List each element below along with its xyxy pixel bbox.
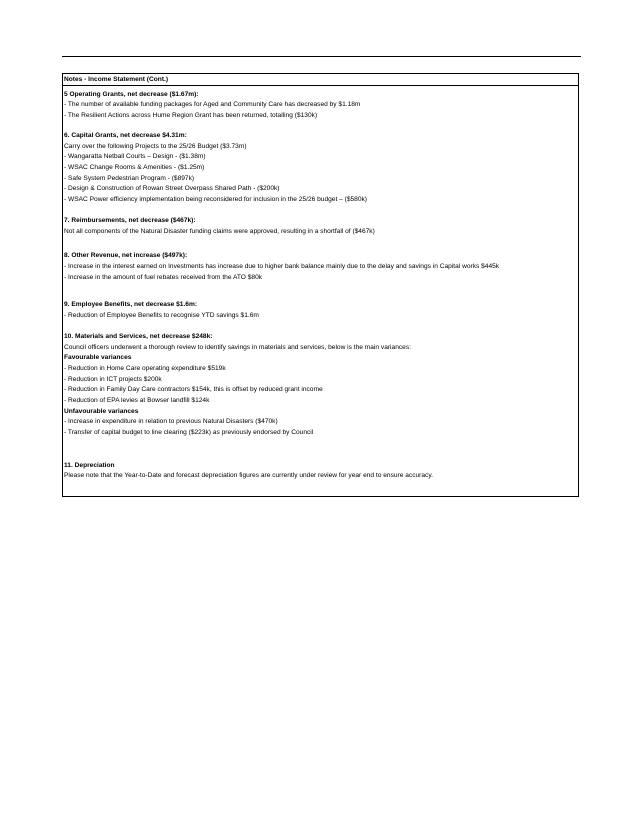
section-7-line: Not all components of the Natural Disaster funding claims were approved, resulting in a shortfall of ($467k) bbox=[64, 228, 375, 235]
notes-income-statement-box bbox=[62, 73, 579, 497]
unfavourable-variance-item: - Increase in expenditure in relation to previous Natural Disasters ($470k) bbox=[64, 418, 278, 425]
section-9-line: - Reduction of Employee Benefits to recognise YTD savings $1.6m bbox=[64, 312, 259, 319]
section-9-heading: 9. Employee Benefits, net decrease $1.6m: bbox=[64, 301, 198, 308]
section-8-line: - Increase in the interest earned on Investments has increase due to higher bank balance mainly due to the delay and savings in Capital works $445k bbox=[64, 263, 500, 270]
section-11-line: Please note that the Year-to-Date and forecast depreciation figures are currently under review for year end to ensure accuracy. bbox=[64, 472, 433, 479]
section-6-line: - WSAC Change Rooms & Amenities - ($1.25m) bbox=[64, 164, 205, 171]
section-8-heading: 8. Other Revenue, net increase ($497k): bbox=[64, 252, 188, 259]
unfavourable-variance-item: - Transfer of capital budget to line clearing ($223k) as previously endorsed by Council bbox=[64, 429, 314, 436]
section-6-line: Carry over the following Projects to the 25/26 Budget ($3.73m) bbox=[64, 143, 247, 150]
section-10-heading: 10. Materials and Services, net decrease $248k: bbox=[64, 333, 213, 340]
section-5-heading: 5 Operating Grants, net decrease ($1.67m): bbox=[64, 91, 199, 98]
favourable-variance-item: - Reduction in ICT projects $200k bbox=[64, 376, 162, 383]
unfavourable-variances-heading: Unfavourable variances bbox=[64, 408, 139, 415]
page-header-rule bbox=[62, 56, 581, 57]
notes-title: Notes - Income Statement (Cont.) bbox=[64, 76, 169, 83]
favourable-variances-heading: Favourable variances bbox=[64, 354, 132, 361]
section-6-line: - Wangaratta Netball Courts – Design - ($1.38m) bbox=[64, 153, 206, 160]
section-11-heading: 11. Depreciation bbox=[64, 462, 115, 469]
section-6-line: - WSAC Power efficiency implementation being reconsidered for inclusion in the 25/26 budget – ($580k) bbox=[64, 196, 367, 203]
favourable-variance-item: - Reduction in Home Care operating expenditure $519k bbox=[64, 365, 226, 372]
section-7-heading: 7. Reimbursements, net decrease ($467k): bbox=[64, 217, 196, 224]
section-10-line: Council officers underwent a thorough review to identify savings in materials and services, below is the main variances: bbox=[64, 344, 411, 351]
favourable-variance-item: - Reduction of EPA levies at Bowser landfill $124k bbox=[64, 397, 210, 404]
section-6-line: - Safe System Pedestrian Program - ($897k) bbox=[64, 175, 195, 182]
section-6-line: - Design & Construction of Rowan Street Overpass Shared Path - ($200k) bbox=[64, 185, 280, 192]
title-divider bbox=[63, 85, 578, 86]
favourable-variance-item: - Reduction in Family Day Care contractors $154k, this is offset by reduced grant income bbox=[64, 386, 323, 393]
section-8-line: - Increase in the amount of fuel rebates received from the ATO $80k bbox=[64, 274, 263, 281]
section-6-heading: 6. Capital Grants, net decrease $4.31m: bbox=[64, 132, 187, 139]
section-5-line: - The Resilient Actions across Hume Region Grant has been returned, totalling ($130k) bbox=[64, 112, 318, 119]
section-5-line: - The number of available funding packages for Aged and Community Care has decreased by $1.18m bbox=[64, 101, 361, 108]
